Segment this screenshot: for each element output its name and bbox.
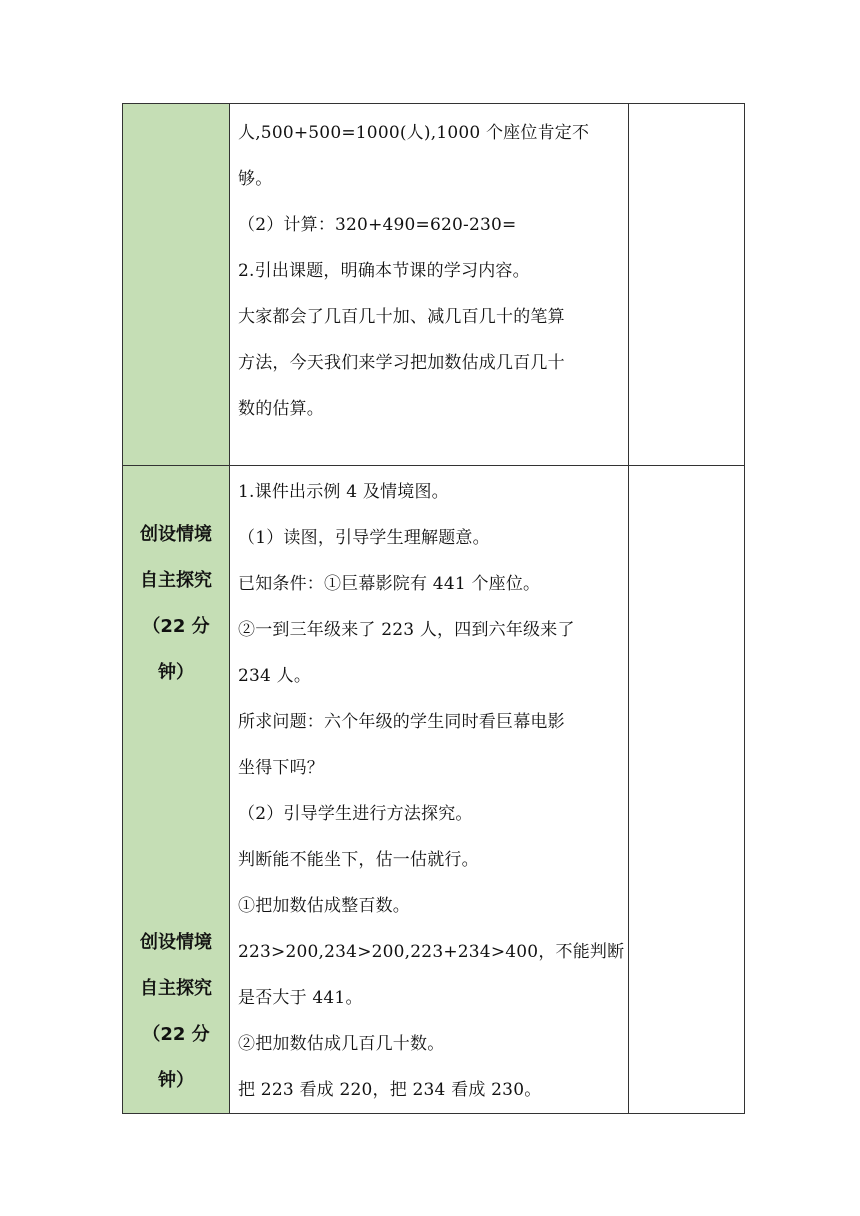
stage-cell <box>123 466 230 1114</box>
text-line: 1.课件出示例 4 及情境图。 <box>238 482 449 502</box>
content-cell <box>230 104 629 466</box>
text-line: ②把加数估成几百几十数。 <box>238 1034 445 1054</box>
text-line: （1）读图，引导学生理解题意。 <box>238 528 490 548</box>
stage-label-line: 创设情境 <box>140 524 212 545</box>
notes-cell <box>629 466 745 1114</box>
stage-label-line: 钟） <box>158 1070 194 1091</box>
table-row <box>123 104 745 466</box>
text-line: 2.引出课题，明确本节课的学习内容。 <box>238 261 530 281</box>
text-line: 234 人。 <box>238 666 312 686</box>
stage-label-line: （22 分 <box>142 616 210 637</box>
text-line: ①把加数估成整百数。 <box>238 896 410 916</box>
stage-label-line: 自主探究 <box>140 570 212 591</box>
content-cell <box>230 466 629 1114</box>
text-line: （2）计算：320+490=620-230= <box>238 215 517 235</box>
text-line: 人,500+500=1000(人),1000 个座位肯定不 <box>238 123 590 143</box>
stage-label-line: （22 分 <box>142 1024 210 1045</box>
text-line: 把 223 看成 220，把 234 看成 230。 <box>238 1080 542 1100</box>
text-line: 是否大于 441。 <box>238 988 363 1008</box>
stage-label <box>123 920 229 1104</box>
lesson-plan-table <box>122 103 745 1114</box>
text-line: 坐得下吗？ <box>238 758 324 778</box>
text-line: 所求问题：六个年级的学生同时看巨幕电影 <box>238 712 565 732</box>
stage-label-line: 创设情境 <box>140 932 212 953</box>
text-line: 223>200,234>200,223+234>400，不能判断 <box>238 942 625 962</box>
stage-cell <box>123 104 230 466</box>
text-line: 够。 <box>238 169 273 189</box>
stage-label <box>123 512 229 696</box>
stage-label-line: 自主探究 <box>140 978 212 999</box>
stage-label-line: 钟） <box>158 662 194 683</box>
text-line: 数的估算。 <box>238 399 324 419</box>
text-line: 已知条件：①巨幕影院有 441 个座位。 <box>238 574 541 594</box>
text-line: 判断能不能坐下，估一估就行。 <box>238 850 479 870</box>
text-line: 方法，今天我们来学习把加数估成几百几十 <box>238 353 565 373</box>
content-text <box>230 466 628 1113</box>
text-line: （2）引导学生进行方法探究。 <box>238 804 473 824</box>
notes-cell <box>629 104 745 466</box>
table-row <box>123 466 745 1114</box>
text-line: ②一到三年级来了 223 人，四到六年级来了 <box>238 620 575 640</box>
content-text <box>230 104 628 432</box>
text-line: 大家都会了几百几十加、减几百几十的笔算 <box>238 307 565 327</box>
